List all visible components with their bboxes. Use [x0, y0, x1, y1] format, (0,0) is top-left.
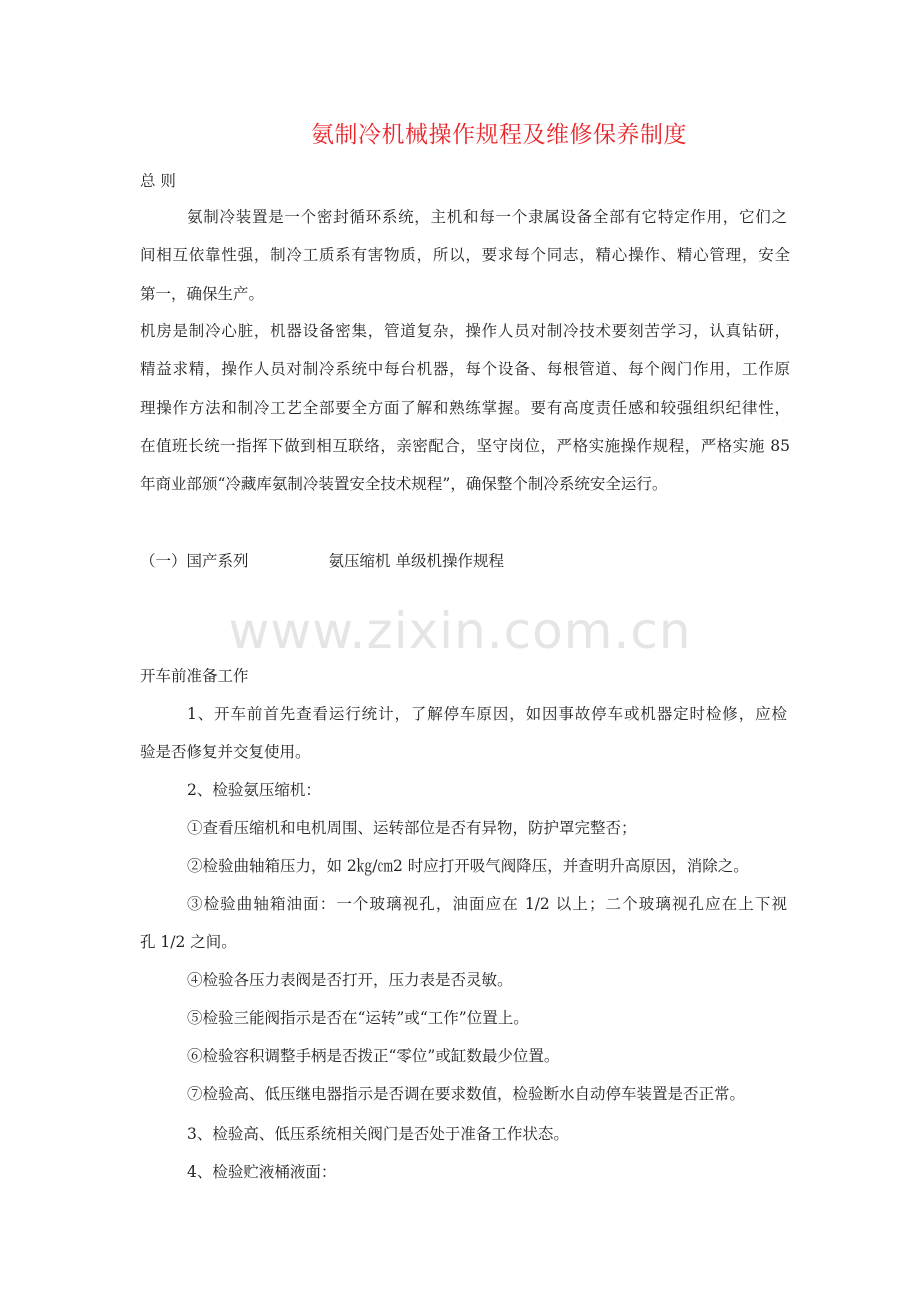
intro-p2-line-1: 机房是制冷心脏，机器设备密集，管道复杂，操作人员对制冷技术要刻苦学习，认真钻研， — [140, 322, 790, 340]
intro-p1-line-3: 第一，确保生产。 — [140, 285, 265, 303]
step-line-10: ⑥检验容积调整手柄是否拨正“零位”或缸数最少位置。 — [187, 1047, 560, 1065]
intro-p1-line-2: 间相互依靠性强，制冷工质系有害物质，所以，要求每个同志，精心操作、精心管理，安全 — [140, 246, 790, 264]
series-heading-right: 氨压缩机 单级机操作规程 — [328, 552, 504, 570]
intro-p2-line-3: 理操作方法和制冷工艺全部要全方面了解和熟练掌握。要有高度责任感和较强组织纪律性， — [140, 399, 790, 417]
series-heading — [140, 551, 790, 571]
intro-p2-line-2: 精益求精，操作人员对制冷系统中每台机器，每个设备、每根管道、每个阀门作用，工作原 — [140, 360, 790, 378]
step-line-4: ①查看压缩机和电机周围、运转部位是否有异物，防护罩完整否； — [187, 819, 637, 837]
step-line-12: 3、检验高、低压系统相关阀门是否处于准备工作状态。 — [187, 1125, 569, 1143]
series-heading-left: （一）国产系列 — [140, 552, 249, 570]
step-line-2: 验是否修复并交复使用。 — [140, 743, 311, 761]
step-line-3: 2、检验氨压缩机： — [187, 781, 321, 799]
step-line-8: ④检验各压力表阀是否打开，压力表是否灵敏。 — [187, 971, 513, 989]
watermark-text: www.zixin.com.cn — [228, 602, 692, 660]
intro-p2-line-5: 年商业部颁“冷藏库氨制冷装置安全技术规程”，确保整个制冷系统安全运行。 — [140, 475, 668, 493]
step-line-11: ⑦检验高、低压继电器指示是否调在要求数值，检验断水自动停车装置是否正常。 — [187, 1085, 746, 1103]
document-title: 氨制冷机械操作规程及维修保养制度 — [311, 122, 687, 148]
intro-p1-line-1: 氨制冷装置是一个密封循环系统，主机和每一个隶属设备全部有它特定作用，它们之 — [187, 208, 787, 226]
step-line-5: ②检验曲轴箱压力，如 2㎏/㎝2 时应打开吸气阀降压，并查明升高原因，消除之。 — [187, 857, 749, 875]
step-line-1: 1、开车前首先查看运行统计，了解停车原因，如因事故停车或机器定时检修，应检 — [187, 705, 787, 723]
step-line-6: ③检验曲轴箱油面：一个玻璃视孔，油面应在 1/2 以上；二个玻璃视孔应在上下视 — [187, 895, 787, 913]
step-line-9: ⑤检验三能阀指示是否在“运转”或“工作”位置上。 — [187, 1009, 529, 1027]
intro-p2-line-4: 在值班长统一指挥下做到相互联络，亲密配合，坚守岗位，严格实施操作规程，严格实施 85 — [140, 437, 790, 455]
prep-heading: 开车前准备工作 — [140, 667, 249, 685]
step-line-7: 孔 1/2 之间。 — [140, 933, 237, 951]
step-line-13: 4、检验贮液桶液面： — [187, 1163, 337, 1181]
section-heading-general: 总 则 — [140, 172, 176, 190]
